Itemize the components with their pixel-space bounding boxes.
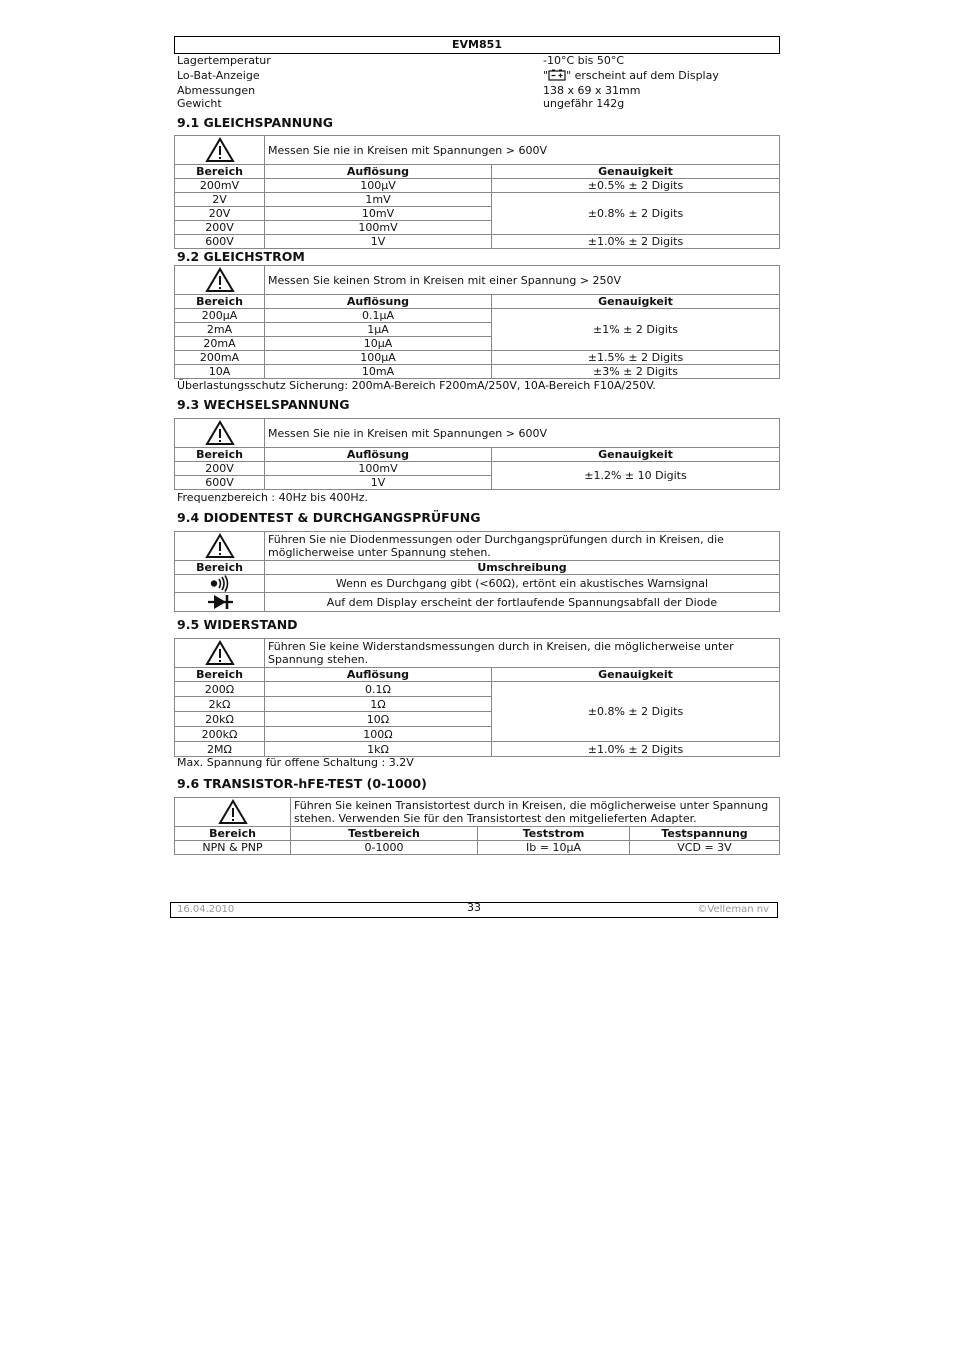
warning-cell xyxy=(175,639,265,668)
col-header: Bereich xyxy=(175,295,265,309)
diode-icon xyxy=(175,593,265,612)
resolution-cell: 1mV xyxy=(265,193,492,207)
range-cell: 200V xyxy=(175,462,265,476)
ac-voltage-table xyxy=(174,418,780,490)
accuracy-cell: ±0.5% ± 2 Digits xyxy=(492,179,780,193)
diode-test-table xyxy=(174,531,780,612)
frequency-note: Frequenzbereich : 40Hz bis 400Hz. xyxy=(177,491,368,504)
col-header: Bereich xyxy=(175,165,265,179)
table-row xyxy=(175,235,780,249)
page-number: 33 xyxy=(467,901,481,914)
spec-list xyxy=(174,54,780,110)
warning-icon xyxy=(175,639,265,667)
table-row xyxy=(175,462,780,476)
spec-value: -10°C bis 50°C xyxy=(543,54,625,67)
battery-icon xyxy=(548,69,566,81)
range-cell: 600V xyxy=(175,235,265,249)
spec-row xyxy=(177,69,777,83)
table-row xyxy=(175,193,780,207)
resolution-cell: 0.1Ω xyxy=(265,682,492,697)
section-title: 9.5 WIDERSTAND xyxy=(177,617,298,632)
model-header: EVM851 xyxy=(174,36,780,54)
resolution-cell: 1kΩ xyxy=(265,742,492,757)
spec-label: Lagertemperatur xyxy=(177,54,271,67)
resistance-table xyxy=(174,638,780,757)
range-cell: 20V xyxy=(175,207,265,221)
footer-date: 16.04.2010 xyxy=(177,904,235,915)
warning-icon xyxy=(175,532,265,560)
range-cell: 2kΩ xyxy=(175,697,265,712)
accuracy-cell: ±0.8% ± 2 Digits xyxy=(492,193,780,235)
range-cell: 200Ω xyxy=(175,682,265,697)
col-header: Testspannung xyxy=(630,827,780,841)
warning-icon xyxy=(175,419,265,447)
resolution-cell: 10mV xyxy=(265,207,492,221)
col-header: Umschreibung xyxy=(265,561,780,575)
range-cell: 200kΩ xyxy=(175,727,265,742)
warning-icon xyxy=(175,136,265,164)
manual-page xyxy=(174,36,780,854)
table-row xyxy=(175,365,780,379)
open-circuit-note: Max. Spannung für offene Schaltung : 3.2V xyxy=(177,756,414,769)
spec-value: ungefähr 142g xyxy=(543,97,625,110)
spec-row xyxy=(177,84,777,98)
resolution-cell: 1µA xyxy=(265,323,492,337)
table-row xyxy=(175,593,780,612)
warning-cell xyxy=(175,532,265,561)
section-title: 9.6 TRANSISTOR-hFE-TEST (0-1000) xyxy=(177,776,427,791)
spec-row xyxy=(177,97,777,111)
dc-voltage-table xyxy=(174,135,780,249)
col-header: Genauigkeit xyxy=(492,668,780,682)
spec-value: 138 x 69 x 31mm xyxy=(543,84,641,97)
warning-icon xyxy=(175,266,265,294)
range-cell: 600V xyxy=(175,476,265,490)
col-header: Auflösung xyxy=(265,165,492,179)
table-row xyxy=(175,351,780,365)
page-footer xyxy=(170,902,778,918)
range-cell: 20kΩ xyxy=(175,712,265,727)
lobat-text: " erscheint auf dem Display xyxy=(566,69,719,82)
range-cell: NPN & PNP xyxy=(175,841,291,855)
table-row xyxy=(175,742,780,757)
section-title: 9.3 WECHSELSPANNUNG xyxy=(177,397,350,412)
col-header: Auflösung xyxy=(265,295,492,309)
warning-text: Messen Sie nie in Kreisen mit Spannungen > 600V xyxy=(265,419,780,448)
accuracy-cell: ±1% ± 2 Digits xyxy=(492,309,780,351)
resolution-cell: 100µV xyxy=(265,179,492,193)
warning-cell xyxy=(175,798,291,827)
spec-label: Lo-Bat-Anzeige xyxy=(177,69,260,82)
col-header: Genauigkeit xyxy=(492,295,780,309)
range-cell: 2MΩ xyxy=(175,742,265,757)
table-row xyxy=(175,682,780,697)
table-row xyxy=(175,179,780,193)
section-title: 9.2 GLEICHSTROM xyxy=(177,249,305,264)
warning-text: Führen Sie keine Widerstandsmessungen durch in Kreisen, die möglicherweise unter Spannung stehen. xyxy=(265,639,780,668)
test-voltage-cell: VCD = 3V xyxy=(630,841,780,855)
resolution-cell: 0.1µA xyxy=(265,309,492,323)
resolution-cell: 10µA xyxy=(265,337,492,351)
warning-icon xyxy=(175,798,291,826)
warning-text: Messen Sie nie in Kreisen mit Spannungen > 600V xyxy=(265,136,780,165)
warning-cell xyxy=(175,419,265,448)
description-cell: Auf dem Display erscheint der fortlaufende Spannungsabfall der Diode xyxy=(265,593,780,612)
fuse-note: Überlastungsschutz Sicherung: 200mA-Bereich F200mA/250V, 10A-Bereich F10A/250V. xyxy=(177,379,656,392)
range-cell: 20mA xyxy=(175,337,265,351)
accuracy-cell: ±0.8% ± 2 Digits xyxy=(492,682,780,742)
resolution-cell: 100mV xyxy=(265,221,492,235)
spec-label: Abmessungen xyxy=(177,84,256,97)
accuracy-cell: ±1.5% ± 2 Digits xyxy=(492,351,780,365)
col-header: Auflösung xyxy=(265,668,492,682)
dc-current-table xyxy=(174,265,780,379)
col-header: Genauigkeit xyxy=(492,165,780,179)
spec-value xyxy=(543,69,719,83)
quote-open: " xyxy=(543,69,549,82)
resolution-cell: 100mV xyxy=(265,462,492,476)
test-range-cell: 0-1000 xyxy=(291,841,478,855)
resolution-cell: 10Ω xyxy=(265,712,492,727)
range-cell: 2mA xyxy=(175,323,265,337)
range-cell: 200µA xyxy=(175,309,265,323)
spec-label: Gewicht xyxy=(177,97,222,110)
warning-text: Führen Sie keinen Transistortest durch in Kreisen, die möglicherweise unter Spannung stehen. Verwenden Sie für den Transistortest den mitgelieferten Adapter. xyxy=(291,798,780,827)
range-cell: 200mV xyxy=(175,179,265,193)
resolution-cell: 100µA xyxy=(265,351,492,365)
col-header: Genauigkeit xyxy=(492,448,780,462)
description-cell: Wenn es Durchgang gibt (<60Ω), ertönt ein akustisches Warnsignal xyxy=(265,575,780,593)
table-row xyxy=(175,841,780,855)
spec-row xyxy=(177,54,777,68)
col-header: Bereich xyxy=(175,827,291,841)
range-cell: 10A xyxy=(175,365,265,379)
warning-text: Führen Sie nie Diodenmessungen oder Durchgangsprüfungen durch in Kreisen, die möglicherweise unter Spannung stehen. xyxy=(265,532,780,561)
resolution-cell: 10mA xyxy=(265,365,492,379)
col-header: Teststrom xyxy=(478,827,630,841)
warning-cell xyxy=(175,266,265,295)
col-header: Bereich xyxy=(175,668,265,682)
col-header: Bereich xyxy=(175,561,265,575)
section-title: 9.4 DIODENTEST & DURCHGANGSPRÜFUNG xyxy=(177,510,481,525)
range-cell: 2V xyxy=(175,193,265,207)
transistor-table xyxy=(174,797,780,855)
accuracy-cell: ±1.0% ± 2 Digits xyxy=(492,235,780,249)
test-current-cell: Ib = 10µA xyxy=(478,841,630,855)
buzzer-icon xyxy=(175,575,265,593)
resolution-cell: 1V xyxy=(265,235,492,249)
warning-text: Messen Sie keinen Strom in Kreisen mit einer Spannung > 250V xyxy=(265,266,780,295)
accuracy-cell: ±1.0% ± 2 Digits xyxy=(492,742,780,757)
footer-copyright: ©Velleman nv xyxy=(697,904,769,915)
resolution-cell: 1V xyxy=(265,476,492,490)
col-header: Bereich xyxy=(175,448,265,462)
col-header: Auflösung xyxy=(265,448,492,462)
warning-cell xyxy=(175,136,265,165)
table-row xyxy=(175,575,780,593)
resolution-cell: 100Ω xyxy=(265,727,492,742)
range-cell: 200mA xyxy=(175,351,265,365)
resolution-cell: 1Ω xyxy=(265,697,492,712)
col-header: Testbereich xyxy=(291,827,478,841)
accuracy-cell: ±1.2% ± 10 Digits xyxy=(492,462,780,490)
section-title: 9.1 GLEICHSPANNUNG xyxy=(177,115,334,130)
table-row xyxy=(175,309,780,323)
accuracy-cell: ±3% ± 2 Digits xyxy=(492,365,780,379)
range-cell: 200V xyxy=(175,221,265,235)
